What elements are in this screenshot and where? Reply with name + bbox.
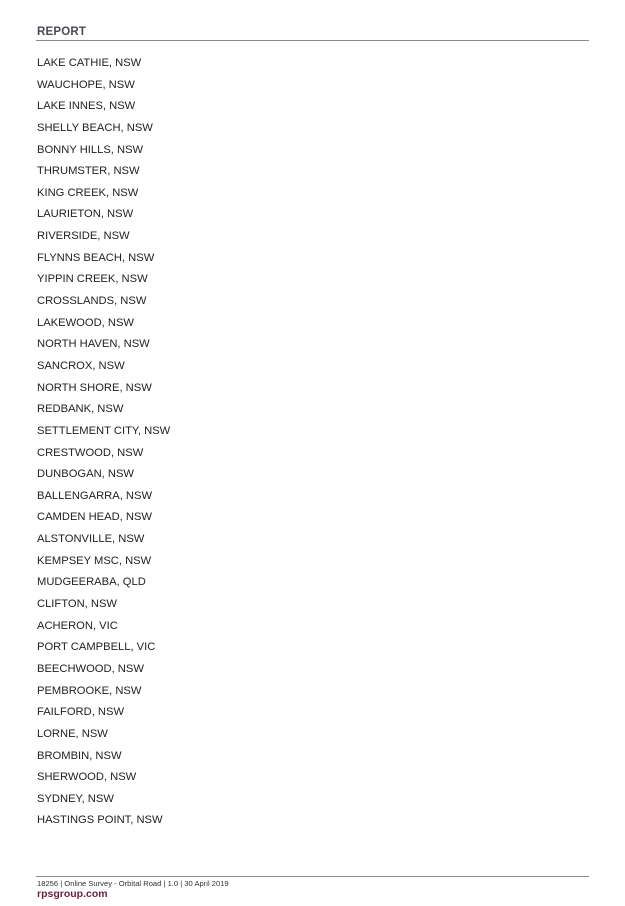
location-item: LORNE, NSW <box>37 727 108 740</box>
location-item: MUDGEERABA, QLD <box>37 576 146 589</box>
footer-website-link[interactable]: rpsgroup.com <box>37 888 108 900</box>
location-item: NORTH HAVEN, NSW <box>37 338 150 351</box>
location-item: SETTLEMENT CITY, NSW <box>37 424 171 437</box>
location-item: FAILFORD, NSW <box>37 706 125 719</box>
location-item: DUNBOGAN, NSW <box>37 468 134 481</box>
location-item: CLIFTON, NSW <box>37 598 117 611</box>
location-item: SHELLY BEACH, NSW <box>37 121 153 134</box>
footer-document-info: 18256 | Online Survey - Orbital Road | 1.0 | 30 April 2019 <box>37 879 229 888</box>
location-item: CRESTWOOD, NSW <box>37 446 144 459</box>
location-item: SHERWOOD, NSW <box>37 771 137 784</box>
location-item: REDBANK, NSW <box>37 403 124 416</box>
location-item: WAUCHOPE, NSW <box>37 78 135 91</box>
location-item: RIVERSIDE, NSW <box>37 230 130 243</box>
location-item: LAURIETON, NSW <box>37 208 134 221</box>
location-item: YIPPIN CREEK, NSW <box>37 273 148 286</box>
location-item: LAKE CATHIE, NSW <box>37 57 142 69</box>
location-item: SANCROX, NSW <box>37 359 125 372</box>
location-item: THRUMSTER, NSW <box>37 165 140 178</box>
location-item: BEECHWOOD, NSW <box>37 662 144 675</box>
location-item: KING CREEK, NSW <box>37 186 139 199</box>
location-item: BONNY HILLS, NSW <box>37 143 144 156</box>
location-item: LAKEWOOD, NSW <box>37 316 134 329</box>
location-item: ALSTONVILLE, NSW <box>37 533 145 546</box>
location-item: BALLENGARRA, NSW <box>37 489 153 502</box>
location-item: CROSSLANDS, NSW <box>37 295 147 308</box>
page-header-title: REPORT <box>37 26 87 38</box>
location-item: HASTINGS POINT, NSW <box>37 814 163 827</box>
location-item: LAKE INNES, NSW <box>37 100 136 113</box>
location-item: FLYNNS BEACH, NSW <box>37 251 155 264</box>
location-item: KEMPSEY MSC, NSW <box>37 554 152 567</box>
location-item: CAMDEN HEAD, NSW <box>37 511 152 524</box>
location-item: BROMBIN, NSW <box>37 749 122 762</box>
location-item: SYDNEY, NSW <box>37 792 114 805</box>
location-list <box>37 56 170 835</box>
location-item: NORTH SHORE, NSW <box>37 381 152 394</box>
location-item: PORT CAMPBELL, VIC <box>37 641 156 654</box>
header-divider <box>36 40 589 41</box>
footer-divider <box>36 876 589 877</box>
location-item: PEMBROOKE, NSW <box>37 684 142 697</box>
location-item: ACHERON, VIC <box>37 619 118 632</box>
